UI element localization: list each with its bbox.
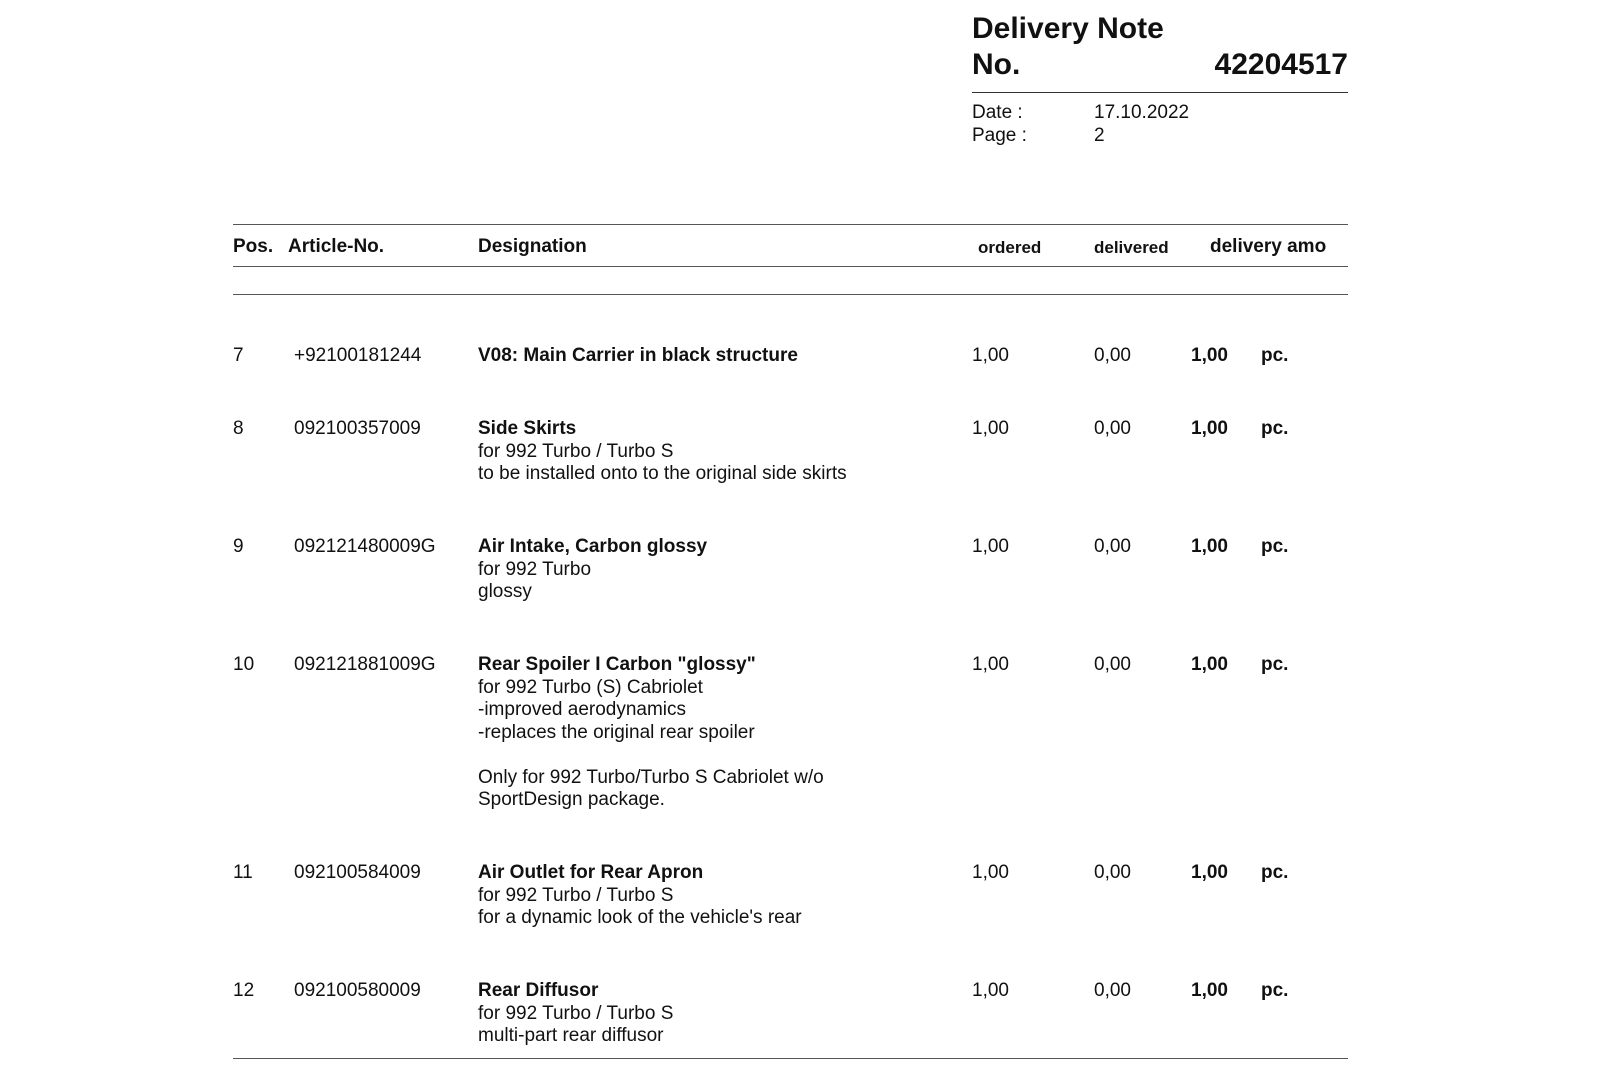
row-article-number: 092121881009G	[294, 654, 436, 675]
row-delivered: 0,00	[1094, 418, 1131, 439]
row-designation-line: glossy	[478, 581, 532, 602]
row-designation	[478, 862, 802, 930]
row-designation-line: for 992 Turbo	[478, 558, 592, 580]
page-value: 2	[1094, 125, 1105, 146]
row-designation	[478, 536, 707, 604]
row-unit: pc.	[1261, 345, 1289, 366]
row-delivery-amount: 1,00	[1191, 980, 1228, 1001]
row-designation-title: Rear Diffusor	[478, 980, 599, 1001]
row-designation	[478, 980, 673, 1048]
row-designation	[478, 654, 824, 812]
row-position: 9	[233, 536, 244, 557]
row-position: 8	[233, 418, 244, 439]
row-article-number: 092100584009	[294, 862, 421, 883]
table-bottom-rule	[233, 1058, 1348, 1059]
row-delivered: 0,00	[1094, 536, 1131, 557]
row-delivery-amount: 1,00	[1191, 654, 1228, 675]
col-header-amount: delivery amo	[1210, 236, 1327, 257]
row-designation-title: Air Outlet for Rear Apron	[478, 862, 704, 883]
row-article-number: 092100357009	[294, 418, 421, 439]
row-article-number: 092100580009	[294, 980, 421, 1001]
col-header-designation: Designation	[478, 236, 587, 257]
row-position: 11	[233, 862, 253, 883]
row-unit: pc.	[1261, 980, 1289, 1001]
row-designation	[478, 418, 847, 486]
row-delivery-amount: 1,00	[1191, 862, 1228, 883]
row-designation-line: Only for 992 Turbo/Turbo S Cabriolet w/o	[478, 766, 824, 788]
row-ordered: 1,00	[972, 418, 1009, 439]
page-label: Page :	[972, 125, 1027, 146]
row-designation-title: Air Intake, Carbon glossy	[478, 536, 708, 557]
row-ordered: 1,00	[972, 654, 1009, 675]
row-designation-line: for 992 Turbo / Turbo S	[478, 884, 674, 906]
row-designation-line: for 992 Turbo / Turbo S	[478, 1002, 674, 1024]
document-title: Delivery Note	[972, 12, 1164, 45]
row-article-number: 092121480009G	[294, 536, 436, 557]
row-designation-line: -improved aerodynamics	[478, 699, 687, 720]
document-number-label: No.	[972, 48, 1021, 81]
row-delivery-amount: 1,00	[1191, 418, 1228, 439]
row-designation-title: V08: Main Carrier in black structure	[478, 345, 798, 366]
row-delivery-amount: 1,00	[1191, 536, 1228, 557]
table-top-rule	[233, 224, 1348, 225]
row-delivered: 0,00	[1094, 862, 1131, 883]
row-delivery-amount: 1,00	[1191, 345, 1228, 366]
row-delivered: 0,00	[1094, 980, 1131, 1001]
table-body-top-rule	[233, 294, 1348, 295]
row-position: 12	[233, 980, 255, 1001]
row-delivered: 0,00	[1094, 654, 1131, 675]
row-position: 7	[233, 345, 244, 366]
row-designation-line: SportDesign package.	[478, 789, 665, 810]
row-designation-title: Side Skirts	[478, 418, 577, 439]
header-divider	[972, 92, 1348, 93]
row-designation-line: to be installed onto to the original side skirts	[478, 463, 847, 484]
row-designation-line: for a dynamic look of the vehicle's rear	[478, 907, 802, 928]
date-label: Date :	[972, 102, 1023, 123]
row-unit: pc.	[1261, 654, 1289, 675]
row-ordered: 1,00	[972, 862, 1009, 883]
row-delivered: 0,00	[1094, 345, 1131, 366]
row-article-number: +92100181244	[294, 345, 422, 366]
row-designation-line: for 992 Turbo (S) Cabriolet	[478, 676, 703, 698]
row-unit: pc.	[1261, 862, 1289, 883]
date-value: 17.10.2022	[1094, 102, 1190, 123]
row-ordered: 1,00	[972, 345, 1009, 366]
table-header-bottom-rule	[233, 266, 1348, 267]
row-ordered: 1,00	[972, 980, 1009, 1001]
document-number: 42204517	[1214, 48, 1348, 81]
row-unit: pc.	[1261, 536, 1289, 557]
row-position: 10	[233, 654, 255, 675]
col-header-delivered: delivered	[1094, 238, 1169, 257]
row-designation	[478, 345, 798, 368]
row-designation-line: -replaces the original rear spoiler	[478, 721, 755, 743]
row-unit: pc.	[1261, 418, 1289, 439]
col-header-ordered: ordered	[978, 238, 1042, 257]
col-header-article: Article-No.	[288, 236, 385, 257]
row-designation-spacer	[478, 744, 824, 767]
row-ordered: 1,00	[972, 536, 1009, 557]
row-designation-line: for 992 Turbo / Turbo S	[478, 440, 674, 462]
col-header-pos: Pos.	[233, 236, 274, 257]
row-designation-line: multi-part rear diffusor	[478, 1025, 664, 1046]
row-designation-title: Rear Spoiler I Carbon "glossy"	[478, 654, 756, 675]
